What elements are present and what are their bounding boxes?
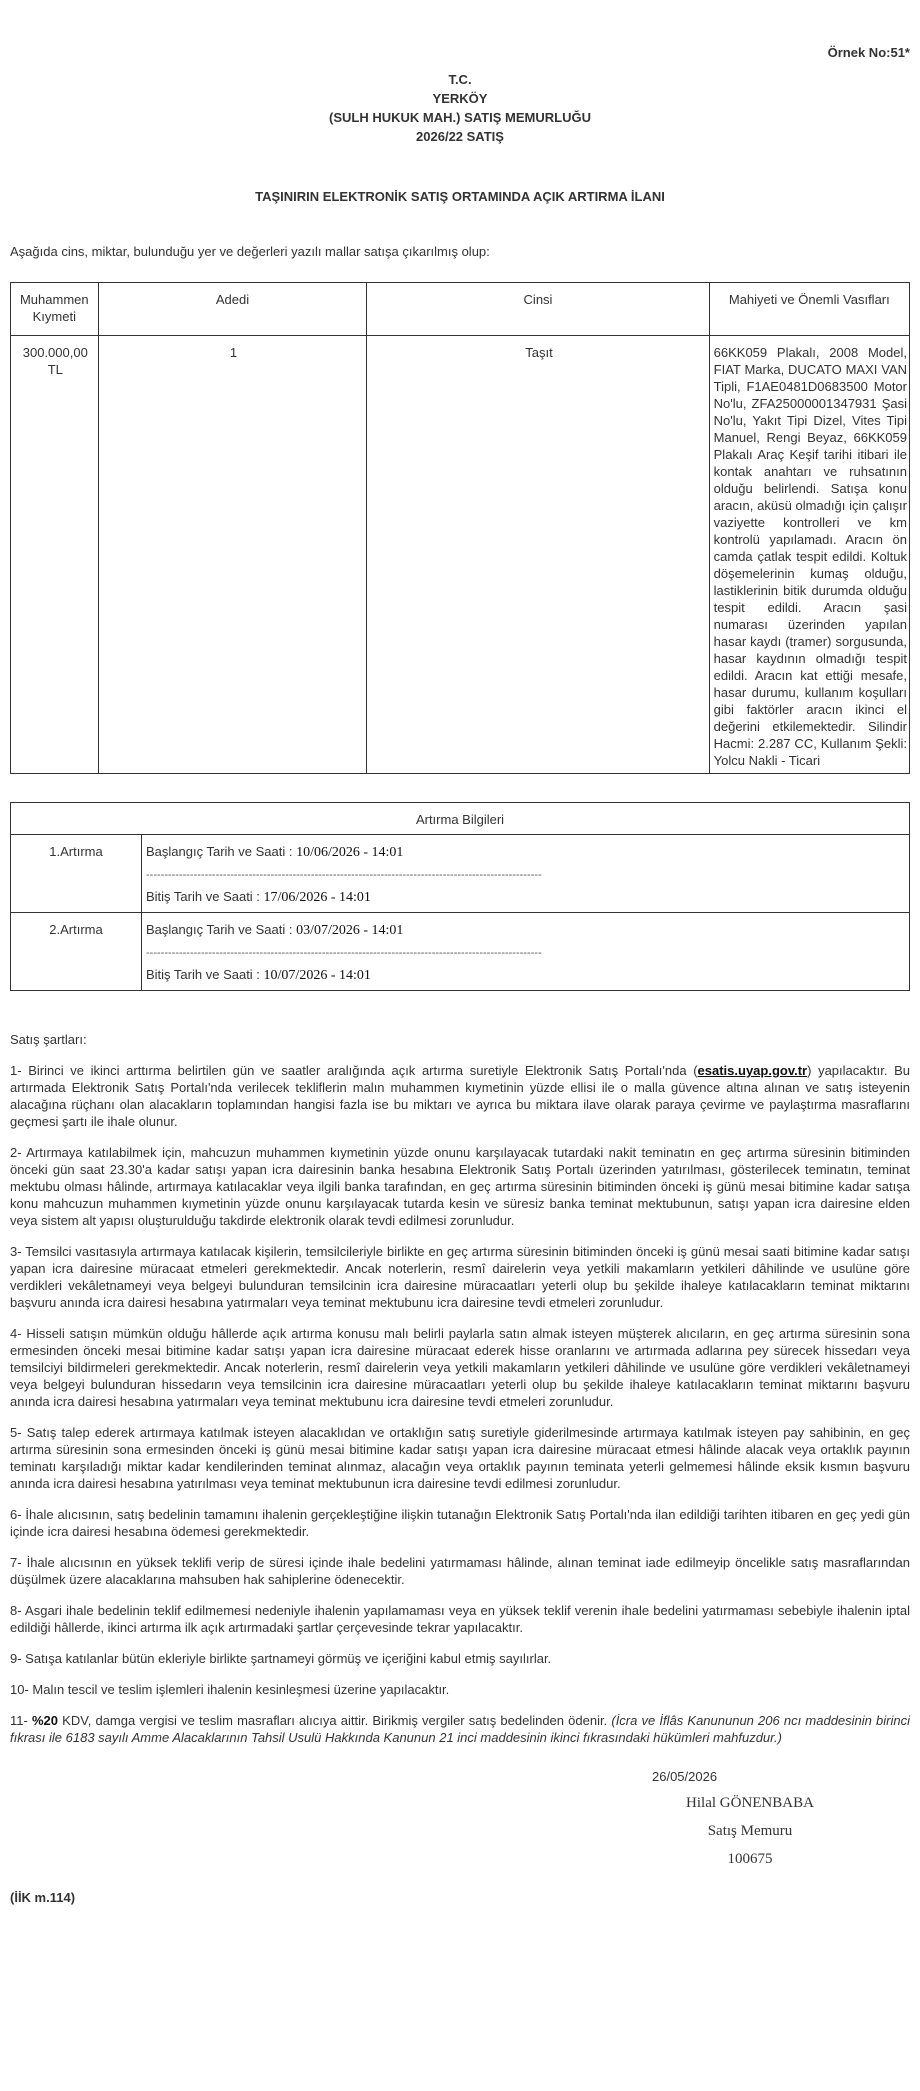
auction-round-dates	[142, 835, 910, 913]
column-header-quantity: Adedi	[98, 283, 367, 336]
condition-1-text-b: ) yapılacaktır. Bu artırmada Elektronik Satış Portalı'nda verilecek tekliflerin malın muhammen kıymetinin yüzde ellisi ile o malla güvence altına alınan ve satış isteyenin alacağına rüçhanı olan alacakların toplamından hangisi fazla ise bu miktarı ve ayrıca bu miktara ilave olarak paraya çevirme ve paylaştırma masraflarını geçmesi şartı ile ihale olunur.	[10, 1063, 910, 1129]
condition-9: 9- Satışa katılanlar bütün ekleriyle birlikte şartnameyi görmüş ve içeriğini kabul etmiş sayılırlar.	[10, 1651, 552, 1666]
officer-name: Hilal GÖNENBABA	[686, 1795, 814, 1811]
condition-2: 2- Artırmaya katılabilmek için, mahcuzun muhammen kıymetinin yüzde onunu karşılayacak tutardaki nakit teminatın en geç artırma süresinin bitiminden önceki gün saat 23.30'a kadar satışı yapan icra dairesinin banka hesabına Elektronik Satış Portalı üzerinden yatırılması, gösterilecek teminatın, teminat mektubu olması hâlinde, artırmaya katılacaklar veya ilgili banka tarafından, en geç artırma süresinin bitiminden önceki iş günü mesai bitimine kadar satışa konu mahcuzun muhammen kıymetinin yüzde onunu karşılayacak tutarda kesin ve süresiz banka teminat mektubunun, satışı yapan icra dairesine elden veya sistem alt yapısı oluşturulduğu takdirde elektronik olarak tevdi edilmesi zorunludur.	[10, 1145, 910, 1228]
start-value: 10/06/2026 - 14:01	[296, 845, 404, 860]
separator-line: ------------------------------------------------------------------------------------------------------------	[146, 869, 542, 881]
start-datetime	[146, 921, 905, 939]
condition-10: 10- Malın tescil ve teslim işlemleri ihalenin kesinleşmesi üzerine yapılacaktır.	[10, 1682, 450, 1697]
cell-description: 66KK059 Plakalı, 2008 Model, FIAT Marka, DUCATO MAXI VAN Tipli, F1AE0481D0683500 Motor No'lu, ZFA25000001347931 Şasi No'lu, Yakıt Tipi Dizel, Vites Tipi Manuel, Rengi Beyaz, 66KK059 Plakalı Araç Keşif tarihi itibari ile kontak anahtarı ve ruhsatının olduğu belirlendi. Satışa konu aracın, aküsü olmadığı için çalışır vaziyette kontrolleri ve km kontrolü yapılamadı. Aracın ön camda çatlak tespit edildi. Koltuk döşemelerinin kumaş olduğu, lastiklerinin bitik durumda olduğu tespit edildi. Aracın şasi numarası üzerinden yapılan hasar kaydı (tramer) sorgusunda, hasar kaydının olmadığı tespit edildi. Aracın kat ettiği mesafe, hasar durumu, kullanım koşulları gibi faktörler aracın ikinci el değerini etkilemektedir. Silindir Hacmi: 2.287 CC, Kullanım Şekli: Yolcu Nakli - Ticari	[709, 336, 909, 774]
signature-date: 26/05/2026	[652, 1769, 718, 1784]
items-table	[10, 282, 910, 774]
law-reference: (İİK m.114)	[10, 1890, 76, 1905]
officer-number: 100675	[727, 1851, 773, 1867]
end-value: 17/06/2026 - 14:01	[263, 890, 371, 905]
auction-round-label: 1.Artırma	[11, 835, 142, 913]
auction-round-row	[11, 913, 910, 991]
officer-title: Satış Memuru	[707, 1823, 793, 1839]
condition-1-text-a: 1- Birinci ve ikinci arttırma belirtilen gün ve saatler aralığında açık artırma suretiyle Elektronik Satış Portalı'nda (	[10, 1063, 698, 1078]
header-line-1: T.C.	[448, 72, 472, 87]
condition-8: 8- Asgari ihale bedelinin teklif edilmemesi nedeniyle ihalenin yapılamaması veya en yüksek teklif verenin ihale bedelini yatırmaması sebebiyle ihalenin iptal edildiği hâllerde, ikinci artırma ilk açık artırmadaki şartlar çerçevesinde tekrar yapılacaktır.	[10, 1603, 910, 1635]
header-line-4: 2026/22 SATIŞ	[416, 129, 504, 144]
column-header-kind: Cinsi	[367, 283, 709, 336]
table-row	[11, 336, 910, 774]
intro-text: Aşağıda cins, miktar, bulunduğu yer ve değerleri yazılı mallar satışa çıkarılmış olup:	[10, 244, 490, 259]
office-header	[10, 70, 910, 146]
notice-title: TAŞINIRIN ELEKTRONİK SATIŞ ORTAMINDA AÇIK ARTIRMA İLANI	[255, 189, 665, 204]
condition-4: 4- Hisseli satışın mümkün olduğu hâllerde açık artırma konusu malı belirli paylarla satın almak isteyen müşterek alıcıların, en geç artırma süresinin sona ermesinden önceki mesai bitimine kadar satışı yapan icra dairesine müracaat ederek hisse oranlarını ve artırmada adlarına pey sürecek hissedarı veya temsilciyi bildirmeleri gerekmektedir. Ancak noterlerin, resmî dairelerin veya yetkili makamların yetkileri dâhilinde ve usulüne göre verdikleri vekâletnameyi veya belgeyi bulunduran hissedarın veya temsilcinin icra dairesine müracaatları yeterli olup bu şekilde ihaleye katılacakların teminat miktarını başvuru anında icra dairesi hesabına yatırmaları veya teminat mektubunu icra dairesine tevdi etmeleri zorunludur.	[10, 1326, 910, 1409]
end-datetime	[146, 888, 905, 906]
separator-line: ------------------------------------------------------------------------------------------------------------	[146, 947, 542, 959]
auction-round-label: 2.Artırma	[11, 913, 142, 991]
column-header-value: Muhammen Kıymeti	[11, 283, 99, 336]
cell-kind: Taşıt	[367, 336, 709, 774]
column-header-description: Mahiyeti ve Önemli Vasıfları	[709, 283, 909, 336]
start-label: Başlangıç Tarih ve Saati :	[146, 922, 297, 937]
start-value: 03/07/2026 - 14:01	[296, 923, 404, 938]
end-datetime	[146, 966, 905, 984]
signature-block	[10, 1768, 910, 1873]
condition-11	[10, 1712, 910, 1746]
end-label: Bitiş Tarih ve Saati :	[146, 967, 264, 982]
condition-5: 5- Satış talep ederek artırmaya katılmak isteyen alacaklıdan ve ortaklığın satış suretiyle giderilmesinde artırmaya katılmak isteyen pay sahibinin, en geç artırma süresinin sona ermesinden önceki iş günü mesai bitimine kadar satışı yapan icra dairesine müracaat etmesi hâlinde alacak veya ortaklık payının teminatı karşıladığı miktar kadar kendilerinden teminat alınmaz, alacağın veya ortaklık payının teminata yeterli gelmemesi hâlinde eksik kısmın başvuru anında icra dairesi hesabına yatırılması veya teminat mektubunun icra dairesine tevdi edilmesi zorunludur.	[10, 1425, 910, 1491]
header-line-2: YERKÖY	[432, 91, 488, 106]
end-label: Bitiş Tarih ve Saati :	[146, 889, 264, 904]
auction-info-title: Artırma Bilgileri	[11, 803, 910, 835]
condition-11-text: KDV, damga vergisi ve teslim masrafları alıcıya aittir. Birikmiş vergiler satış bedelinden ödenir.	[58, 1713, 612, 1728]
cell-quantity: 1	[98, 336, 367, 774]
condition-7: 7- İhale alıcısının en yüksek teklifi verip de süresi içinde ihale bedelini yatırmaması hâlinde, alınan teminat iade edilmeyip öncelikle satış masraflarından düşülmek üzere alacaklarına mahsuben hak sahiplerine ödenecektir.	[10, 1555, 910, 1587]
auction-round-dates	[142, 913, 910, 991]
condition-6: 6- İhale alıcısının, satış bedelinin tamamını ihalenin gerçekleştiğine ilişkin tutanağın Elektronik Satış Portalı'nda ilan edildiği tarihten itibaren en geç yedi gün içinde icra dairesi hesabına ödemesi gerekmektedir.	[10, 1507, 910, 1539]
start-datetime	[146, 843, 905, 861]
vat-rate: %20	[31, 1713, 59, 1728]
auction-info-table	[10, 802, 910, 991]
header-line-3: (SULH HUKUK MAH.) SATIŞ MEMURLUĞU	[329, 110, 591, 125]
auction-round-row	[11, 835, 910, 913]
end-value: 10/07/2026 - 14:01	[263, 968, 371, 983]
esatis-link[interactable]: esatis.uyap.gov.tr	[697, 1063, 808, 1078]
cell-value: 300.000,00 TL	[11, 336, 99, 774]
condition-1	[10, 1062, 910, 1130]
condition-3: 3- Temsilci vasıtasıyla artırmaya katılacak kişilerin, temsilcileriyle birlikte en geç artırma süresinin bitiminden önceki iş günü mesai saati bitimine kadar satışı yapan icra dairesine müracaat etmeleri gerekmektedir. Ancak noterlerin, resmî dairelerin veya yetkili makamların yetkileri dâhilinde ve usulüne göre verdikleri vekâletnameyi veya belgeyi bulunduran temsilcinin icra dairesine müracaatları yeterli olup bu şekilde ihaleye katılacakların teminat miktarını başvuru anında icra dairesi hesabına yatırmaları veya teminat mektubunu icra dairesine tevdi etmeleri zorunludur.	[10, 1244, 910, 1310]
items-table-header-row	[11, 283, 910, 336]
sample-number: Örnek No:51*	[827, 45, 910, 60]
condition-11-number: 11-	[10, 1713, 32, 1728]
conditions-title: Satış şartları:	[10, 1032, 87, 1047]
start-label: Başlangıç Tarih ve Saati :	[146, 844, 297, 859]
condition-11-legal-note: (İcra ve İflâs Kanununun 206 ncı maddesinin birinci fıkrası ile 6183 sayılı Amme Alacaklarının Tahsil Usulü Hakkında Kanunun 21 inci maddesinin ikinci fıkrasındaki hükümleri mahfuzdur.)	[10, 1713, 910, 1745]
